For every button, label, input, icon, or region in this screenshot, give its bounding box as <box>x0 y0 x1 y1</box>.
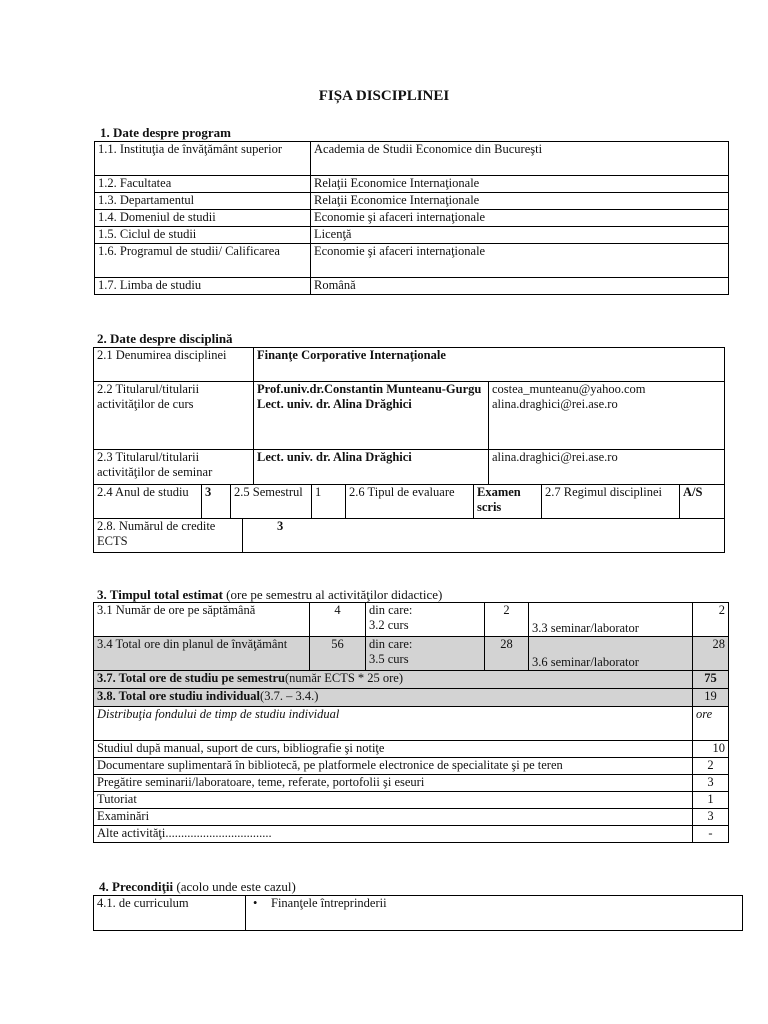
plan-hours-label: 3.4 Total ore din planul de învăţământ <box>94 637 310 671</box>
table-row <box>94 382 725 450</box>
semester-value: 1 <box>312 485 346 519</box>
section-4-heading: 4. Precondiţii (acolo unde este cazul) <box>99 879 296 894</box>
weekly-seminar-value: 2 <box>693 603 729 637</box>
program-value: Licenţă <box>311 227 729 244</box>
table-row <box>94 485 725 519</box>
plan-seminar-label: 3.6 seminar/laborator <box>529 637 693 671</box>
section-1-heading: 1. Date despre program <box>100 125 231 140</box>
table-row <box>95 227 729 244</box>
seminar-holders-label: 2.3 Titularul/titularii activităţilor de seminar <box>94 450 254 485</box>
table-row <box>94 896 743 931</box>
weekly-hours-value: 4 <box>310 603 366 637</box>
discipline-name-label: 2.1 Denumirea disciplinei <box>94 348 254 382</box>
section-3-heading: 3. Timpul total estimat (ore pe semestru al activităţilor didactice) <box>97 587 443 602</box>
ects-credits-label: 2.8. Numărul de credite ECTS <box>94 519 243 553</box>
table-row <box>94 637 729 671</box>
weekly-seminar-label: 3.3 seminar/laborator <box>529 603 693 637</box>
table-row <box>94 758 729 775</box>
table-row <box>94 826 729 843</box>
program-label: 1.4. Domeniul de studii <box>95 210 311 227</box>
plan-seminar-value: 28 <box>693 637 729 671</box>
plan-course-value: 28 <box>485 637 529 671</box>
activity-hours: 3 <box>693 809 729 826</box>
activity-label: Examinări <box>94 809 693 826</box>
activity-hours: 3 <box>693 775 729 792</box>
program-label: 1.5. Ciclul de studii <box>95 227 311 244</box>
table-row <box>95 176 729 193</box>
activity-label: Documentare suplimentară în bibliotecă, pe platformele electronice de specialitate şi pe teren <box>94 758 693 775</box>
table-row <box>94 603 729 637</box>
semester-total-value: 75 <box>693 671 729 689</box>
plan-hours-value: 56 <box>310 637 366 671</box>
discipline-regime-label: 2.7 Regimul disciplinei <box>542 485 680 519</box>
study-year-value: 3 <box>202 485 231 519</box>
table-row <box>94 792 729 809</box>
table-row <box>94 348 725 382</box>
program-value: Relaţii Economice Internaţionale <box>311 193 729 210</box>
activity-label: Pregătire seminarii/laboratoare, teme, referate, portofolii şi eseuri <box>94 775 693 792</box>
preconditions-table <box>93 895 743 931</box>
activity-hours: - <box>693 826 729 843</box>
program-label: 1.7. Limba de studiu <box>95 278 311 295</box>
distribution-label: Distribuţia fondului de timp de studiu individual <box>94 707 693 741</box>
section-2-heading: 2. Date despre disciplină <box>97 331 233 346</box>
weekly-course-value: 2 <box>485 603 529 637</box>
table-row <box>95 210 729 227</box>
course-holders-label: 2.2 Titularul/titularii activităţilor de curs <box>94 382 254 450</box>
time-table <box>93 602 729 843</box>
table-row <box>95 244 729 278</box>
activity-hours: 2 <box>693 758 729 775</box>
table-row <box>94 519 725 553</box>
course-holders-names: Prof.univ.dr.Constantin Munteanu-Gurgu Lect. univ. dr. Alina Drăghici <box>254 382 489 450</box>
curriculum-item: • Finanţele întreprinderii <box>246 896 743 931</box>
distribution-unit: ore <box>693 707 729 741</box>
table-row <box>94 707 729 741</box>
individual-total-value: 19 <box>693 689 729 707</box>
individual-total-label: 3.8. Total ore studiu individual(3.7. – 3.4.) <box>94 689 693 707</box>
discipline-regime-value: A/S <box>680 485 725 519</box>
table-row <box>94 450 725 485</box>
program-table <box>94 141 729 295</box>
seminar-holders-name: Lect. univ. dr. Alina Drăghici <box>254 450 489 485</box>
discipline-name-value: Finanţe Corporative Internaţionale <box>254 348 725 382</box>
weekly-course-label: din care: 3.2 curs <box>366 603 485 637</box>
program-value: Economie şi afaceri internaţionale <box>311 210 729 227</box>
semester-label: 2.5 Semestrul <box>231 485 312 519</box>
course-holders-emails: costea_munteanu@yahoo.com alina.draghici@rei.ase.ro <box>489 382 725 450</box>
semester-total-label: 3.7. Total ore de studiu pe semestru(număr ECTS * 25 ore) <box>94 671 693 689</box>
program-value: Română <box>311 278 729 295</box>
curriculum-label: 4.1. de curriculum <box>94 896 246 931</box>
table-row <box>94 671 729 689</box>
program-label: 1.1. Instituţia de învăţământ superior <box>95 142 311 176</box>
activity-hours: 10 <box>693 741 729 758</box>
discipline-mid-table <box>93 484 725 519</box>
discipline-credits-table <box>93 518 725 553</box>
document-title: FIȘA DISCIPLINEI <box>318 88 450 104</box>
weekly-hours-label: 3.1 Număr de ore pe săptămână <box>94 603 310 637</box>
ects-credits-value: 3 <box>243 519 725 553</box>
program-value: Economie şi afaceri internaţionale <box>311 244 729 278</box>
study-year-label: 2.4 Anul de studiu <box>94 485 202 519</box>
table-row <box>94 775 729 792</box>
program-label: 1.6. Programul de studii/ Calificarea <box>95 244 311 278</box>
activity-label: Studiul după manual, suport de curs, bibliografie şi notiţe <box>94 741 693 758</box>
evaluation-type-value: Examen scris <box>474 485 542 519</box>
discipline-top-table <box>93 347 725 485</box>
activity-label: Alte activităţi.................................. <box>94 826 693 843</box>
bullet-icon <box>249 896 271 910</box>
activity-hours: 1 <box>693 792 729 809</box>
activity-label: Tutoriat <box>94 792 693 809</box>
program-label: 1.3. Departamentul <box>95 193 311 210</box>
table-row <box>95 193 729 210</box>
plan-course-label: din care: 3.5 curs <box>366 637 485 671</box>
evaluation-type-label: 2.6 Tipul de evaluare <box>346 485 474 519</box>
program-label: 1.2. Facultatea <box>95 176 311 193</box>
table-row <box>95 278 729 295</box>
table-row <box>94 809 729 826</box>
program-value: Academia de Studii Economice din Bucureşti <box>311 142 729 176</box>
table-row <box>95 142 729 176</box>
program-value: Relaţii Economice Internaţionale <box>311 176 729 193</box>
table-row <box>94 741 729 758</box>
seminar-holders-email: alina.draghici@rei.ase.ro <box>489 450 725 485</box>
table-row <box>94 689 729 707</box>
